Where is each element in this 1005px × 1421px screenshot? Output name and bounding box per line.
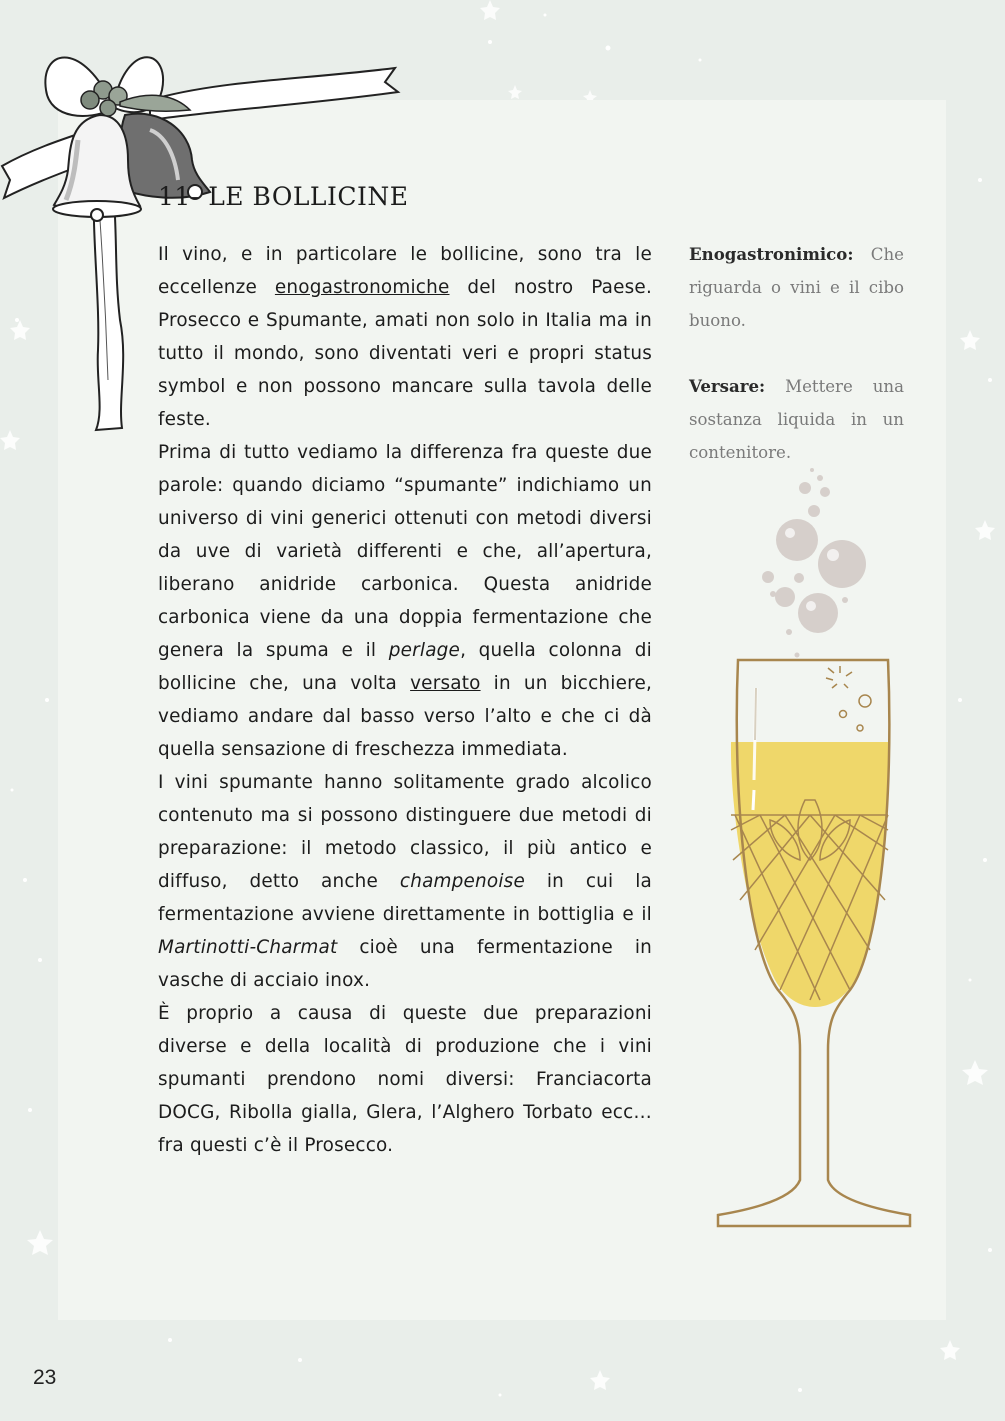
champagne-glass-icon bbox=[705, 458, 925, 1238]
paragraph-3: I vini spumante hanno solitamente grado alcolico contenuto ma si possono distinguere due metodi di preparazione: il metodo classico, il più antico e diffuso, detto anche champenoise in cui la fermentazione avviene direttamente in bottiglia e il Martinotti-Charmat cioè una fermentazione in vasche di acciaio inox. bbox=[158, 772, 652, 991]
paragraph-4: È proprio a causa di queste due preparazioni diverse e della località di produzione che i vini spumanti prendono nomi diversi: Franciacorta DOCG, Ribolla gialla, Glera, l’Alghero Torbato ecc…fra questi c’è il Prosecco. bbox=[158, 1003, 652, 1156]
paragraph-1: Il vino, e in particolare le bollicine, sono tra le eccellenze enogastronomiche del nostro Paese. Prosecco e Spumante, amati non solo in Italia ma in tutto il mondo, sono diventati veri e propri status symbol e non possono mancare sulla tavola delle feste. bbox=[158, 244, 652, 430]
glossary-definition: Che riguarda o vini e il cibo buono. bbox=[689, 245, 904, 330]
glossary-link-enogastronomiche[interactable]: enogastronomiche bbox=[274, 277, 450, 298]
glossary-entry bbox=[689, 238, 904, 337]
glossary-entry bbox=[689, 370, 904, 469]
glossary-link-versato[interactable]: versato bbox=[410, 673, 481, 694]
paragraph-2: Prima di tutto vediamo la differenza fra queste due parole: quando diciamo “spumante” indichiamo un universo di vini generici ottenuti con metodi diversi da uve di varietà differenti e che, all’apertura, liberano anidride carbonica. Questa anidride carbonica viene da una doppia fermentazione che genera la spuma e il perlage, quella colonna di bollicine che, una volta versato in un bicchiere, vediamo andare dal basso verso l’alto e che ci dà quella sensazione di freschezza immediata. bbox=[158, 442, 653, 760]
glossary-definition: Mettere una sostanza liquida in un contenitore. bbox=[689, 377, 904, 462]
body-text bbox=[158, 238, 652, 1162]
page-number: 23 bbox=[33, 1366, 57, 1389]
glossary-term: Enogastronimico: bbox=[689, 244, 854, 264]
page-title: 11- LE BOLLICINE bbox=[158, 182, 409, 211]
glossary-term: Versare: bbox=[689, 376, 766, 396]
